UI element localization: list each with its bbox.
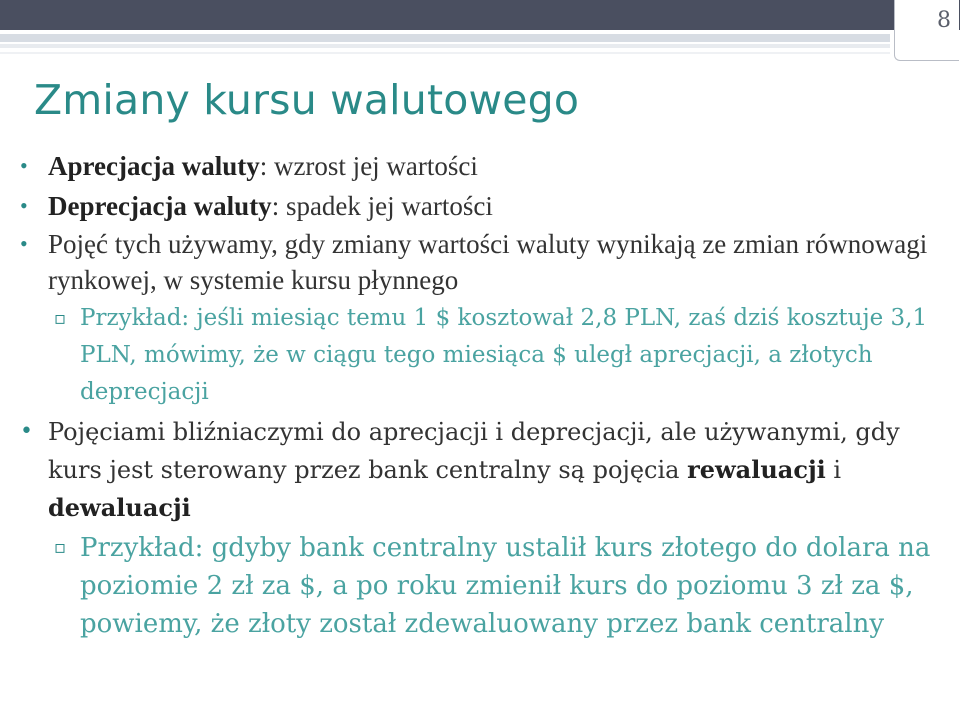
header-stripe — [0, 34, 890, 42]
page-number: 8 — [937, 8, 951, 33]
sub-bullet-example-2 — [20, 529, 940, 643]
term-depreciation: Deprecjacja waluty — [48, 191, 272, 221]
bullet-item-appreciation — [20, 146, 940, 186]
header-band — [0, 0, 960, 30]
term-appreciation: Aprecjacja waluty — [48, 151, 260, 181]
sub-bullet-text: Przykład: gdyby bank centralny ustalił kurs złotego do dolara na poziomie 2 zł za $, a po roku zmienił kurs do poziomu 3 zł za $, powiemy, że złoty został zdewaluowany przez bank centralny — [80, 533, 931, 639]
sub-bullet-icon: ▫ — [54, 537, 67, 558]
term-revaluation: rewaluacji — [687, 455, 826, 484]
bullet-icon: • — [20, 153, 28, 178]
bullet-text: Pojęciami bliźniaczymi do aprecjacji i deprecjacji, ale używanymi, gdy kurs jest sterowany przez bank centralny są pojęcia — [48, 418, 900, 484]
bullet-text: : spadek jej wartości — [271, 191, 493, 221]
bullet-item-floating — [20, 226, 940, 298]
bullet-icon: • — [20, 193, 28, 218]
bullet-text: : wzrost jej wartości — [259, 151, 478, 181]
bullet-text-joiner: i — [825, 456, 842, 484]
bullet-item-depreciation — [20, 186, 940, 226]
sub-bullet-example-1 — [20, 300, 940, 411]
header-stripe — [0, 44, 890, 48]
slide-title: Zmiany kursu walutowego — [34, 76, 580, 124]
bullet-text: Pojęć tych używamy, gdy zmiany wartości waluty wynikają ze zmian równowagi rynkowej, w systemie kursu płynnego — [48, 229, 928, 295]
header-stripe — [0, 52, 890, 54]
sub-bullet-text: Przykład: jeśli miesiąc temu 1 $ kosztował 2,8 PLN, zaś dziś kosztuje 3,1 PLN, mówimy, że w ciągu tego miesiąca $ uległ aprecjacji, a złotych deprecjacji — [80, 305, 928, 405]
page-number-tab — [894, 0, 959, 61]
bullet-item-revaluation — [20, 413, 940, 527]
bullet-icon: • — [20, 419, 33, 444]
bullet-icon: • — [20, 231, 28, 256]
sub-bullet-icon: ▫ — [54, 308, 67, 329]
term-devaluation: dewaluacji — [48, 493, 191, 522]
slide-content — [20, 146, 940, 643]
